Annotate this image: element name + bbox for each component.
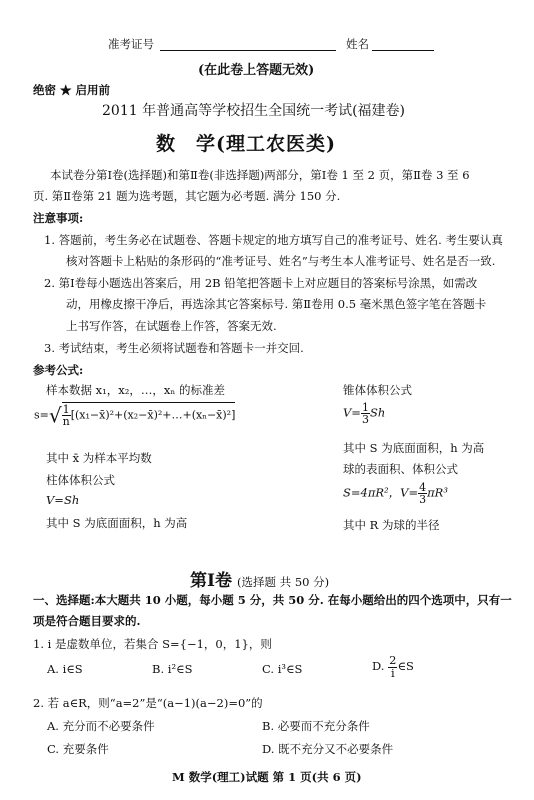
std-formula: s=√ $\frac{1}{n}$ [(x₁−x̄)²+(x₂−x̄)²+…+(xₙ−x̄)²]: [34, 403, 236, 428]
note-1b: 核对答题卡上粘贴的条形码的“准考证号、姓名”与考生本人准考证号、姓名是否一致.: [66, 254, 496, 268]
name-blank: [372, 50, 434, 51]
part1-heading: [190, 566, 329, 591]
cone-formula: V= $\frac{1}{3}$ Sh: [343, 401, 386, 426]
mean-note: 其中 x̄ 为样本平均数: [46, 451, 152, 465]
q2-option-b: B. 必要而不充分条件: [262, 719, 370, 733]
secret-mark: 绝密 ★ 启用前: [33, 83, 111, 97]
reference-heading: 参考公式:: [33, 363, 84, 377]
q1-d-fraction: $\frac{2}{i}$: [389, 653, 397, 680]
std-label: 样本数据 x₁，x₂，…，xₙ 的标准差: [46, 383, 225, 397]
std-fraction: $\frac{1}{n}$: [62, 403, 70, 428]
intro-line-1: 本试卷分第Ⅰ卷(选择题)和第Ⅱ卷(非选择题)两部分，第Ⅰ卷 1 至 2 页，第Ⅱ卷 3 至 6: [50, 168, 470, 182]
q1-option-b: B. i²∈S: [152, 662, 193, 676]
sphere-note: 其中 R 为球的半径: [343, 518, 440, 532]
q2-stem: 2. 若 a∈R，则“a=2”是“(a−1)(a−2)=0”的: [33, 696, 263, 710]
std-formula-body: [(x₁−x̄)²+(x₂−x̄)²+…+(xₙ−x̄)²]: [70, 408, 236, 422]
std-formula-lhs: s=: [34, 408, 49, 422]
subject-title: 数 学(理工农医类): [156, 133, 336, 155]
page-footer: M 数学(理工)试题 第 1 页(共 6 页): [172, 770, 362, 784]
note-3: 3. 考试结束，考生必须将试题卷和答题卡一并交回.: [44, 341, 304, 355]
note-2a: 2. 第Ⅰ卷每小题选出答案后，用 2B 铅笔把答题卡上对应题目的答案标号涂黑，如需改: [44, 276, 478, 290]
invalid-note: (在此卷上答题无效): [198, 63, 315, 78]
prism-label: 柱体体积公式: [46, 473, 115, 487]
notes-heading: 注意事项:: [33, 211, 84, 225]
exam-id-label: 准考证号: [108, 37, 154, 51]
q1-stem: 1. i 是虚数单位，若集合 S={−1，0，1}，则: [33, 637, 272, 651]
note-2b: 动，用橡皮擦干净后，再选涂其它答案标号. 第Ⅱ卷用 0.5 毫米黑色签字笔在答题卡: [66, 297, 487, 311]
sphere-fraction: $\frac{4}{3}$: [419, 481, 427, 506]
q2-option-a: A. 充分而不必要条件: [47, 719, 155, 733]
cone-note: 其中 S 为底面面积，h 为高: [343, 441, 485, 455]
cone-label: 锥体体积公式: [343, 383, 412, 397]
note-2c: 上书写作答，在试题卷上作答，答案无效.: [66, 319, 277, 333]
q2-option-c: C. 充要条件: [47, 742, 109, 756]
part1-title: 第Ⅰ卷: [190, 571, 232, 591]
q2-option-d: D. 既不充分又不必要条件: [262, 742, 394, 756]
exam-id-blank: [160, 50, 336, 51]
q1-option-a: A. i∈S: [47, 662, 83, 676]
name-label: 姓名: [346, 37, 369, 51]
intro-line-2: 页. 第Ⅱ卷第 21 题为选考题，其它题为必考题. 满分 150 分.: [33, 189, 341, 203]
sphere-label: 球的表面积、体积公式: [343, 462, 458, 476]
q1-option-d: D. $\frac{2}{i}$ ∈S: [372, 653, 414, 680]
section1-instruction-a: 一、选择题:本大题共 10 小题，每小题 5 分，共 50 分. 在每小题给出的四个选项中，只有一: [33, 593, 512, 607]
q1-option-c: C. i³∈S: [262, 662, 303, 676]
note-1a: 1. 答题前，考生务必在试题卷、答题卡规定的地方填写自己的准考证号、姓名. 考生要认真: [44, 233, 503, 247]
exam-title: 2011 年普通高等学校招生全国统一考试(福建卷): [102, 103, 406, 119]
cone-fraction: $\frac{1}{3}$: [361, 401, 369, 426]
prism-formula: V=Sh: [46, 493, 80, 507]
part1-subtitle: (选择题 共 50 分): [237, 575, 330, 589]
sphere-formula: S=4πR²，V= $\frac{4}{3}$ πR³: [343, 481, 448, 506]
prism-note: 其中 S 为底面面积，h 为高: [46, 516, 188, 530]
section1-instruction-b: 项是符合题目要求的.: [33, 614, 141, 628]
